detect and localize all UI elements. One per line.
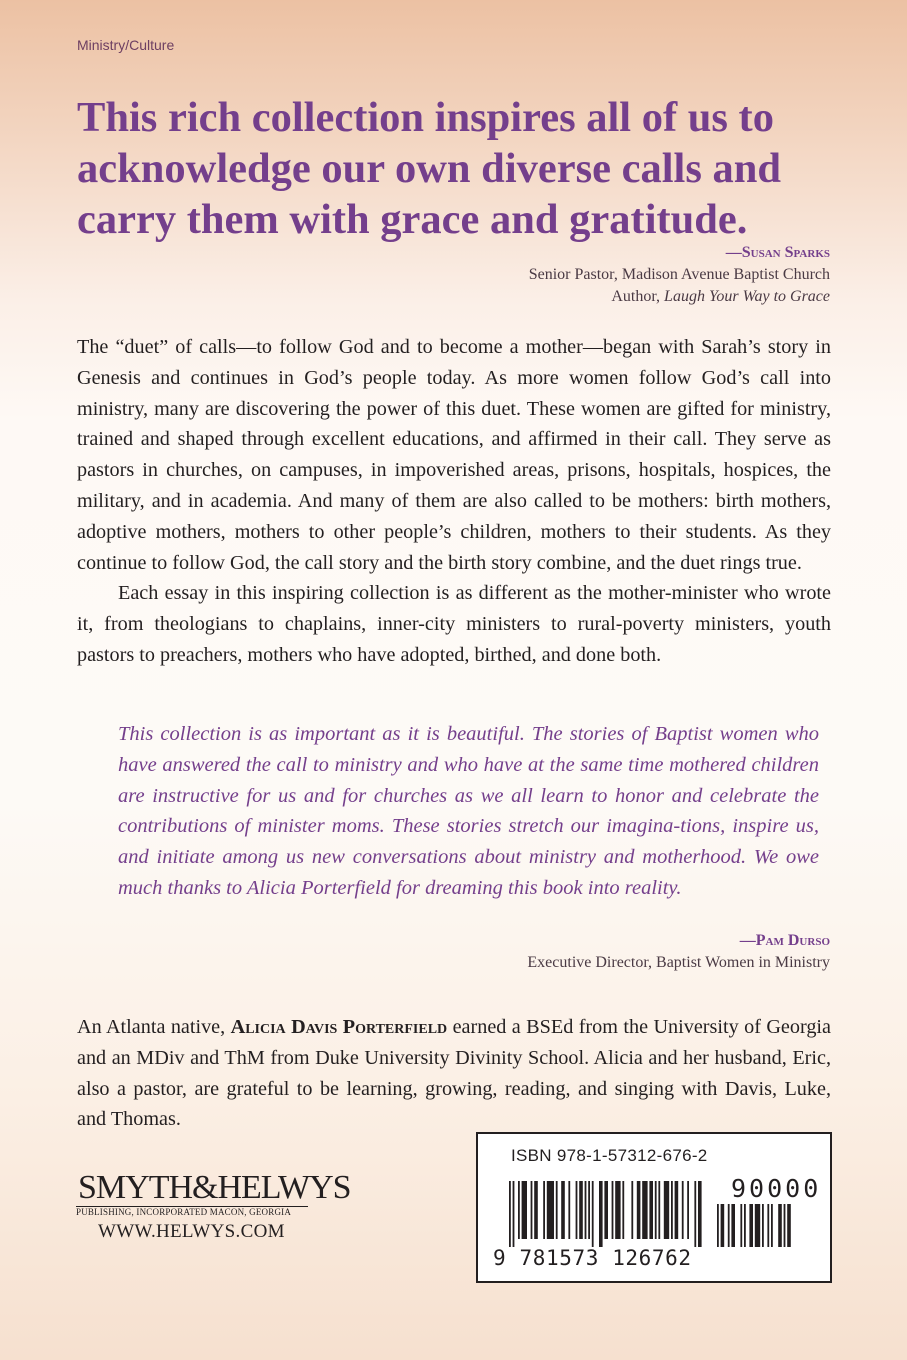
barcode-bar: [531, 1181, 533, 1239]
barcode-bar: [649, 1181, 653, 1239]
barcode-bar: [522, 1181, 527, 1239]
publisher-logo: [72, 1169, 351, 1244]
headline-quote: This rich collection inspires all of us to acknowledge our own diverse calls and carry them with grace and gratitude.: [77, 94, 782, 243]
endorser-book-title: Laugh Your Way to Grace: [664, 288, 830, 305]
barcode-bar: [675, 1181, 679, 1239]
addon-barcode-bars: [717, 1204, 817, 1247]
barcode-bar: [518, 1181, 520, 1239]
endorser-book-line: [529, 286, 830, 308]
barcode-bar: [755, 1204, 760, 1247]
barcode-bar: [728, 1204, 730, 1247]
publisher-name: SMYTH&HELWYS: [78, 1169, 351, 1206]
barcode-bar: [687, 1181, 689, 1239]
barcode-bar: [547, 1181, 554, 1239]
author-name: Alicia Davis Porterfield: [230, 1016, 448, 1038]
price-code: 90000: [731, 1174, 822, 1203]
barcode-bars: [509, 1181, 705, 1247]
author-bio: [77, 1012, 831, 1135]
publisher-subline: PUBLISHING, INCORPORATED MACON, GEORGIA: [76, 1206, 308, 1218]
barcode-bar: [787, 1204, 791, 1247]
endorser-dash: —: [725, 244, 742, 261]
barcode-bar: [599, 1181, 603, 1247]
endorsement-susan-sparks: [529, 242, 830, 308]
barcode-bar: [585, 1181, 587, 1239]
barcode-bar: [637, 1181, 641, 1239]
description-paragraph-2: Each essay in this inspiring collection is as different as the mother-minister who wrote it, from theologians to chaplains, inner-city ministers to rural-poverty ministers, youth pastors to preachers, mothers who have adopted, birthed, and done both.: [77, 582, 831, 666]
barcode-bar: [767, 1204, 769, 1247]
barcode-bar: [615, 1181, 620, 1239]
barcode-bar: [778, 1204, 782, 1247]
barcode-bar: [513, 1181, 515, 1247]
barcode-bar: [543, 1181, 545, 1239]
endorser-name-text: Susan Sparks: [741, 244, 830, 261]
barcode-bar: [642, 1181, 647, 1239]
barcode-bar: [612, 1181, 614, 1239]
endorsement-pam-durso: [527, 930, 830, 974]
barcode-bar: [717, 1204, 719, 1247]
barcode-bar: [579, 1181, 583, 1239]
endorser-title: Executive Director, Baptist Women in Ministry: [527, 954, 830, 971]
isbn-label: ISBN 978-1-57312-676-2: [511, 1146, 708, 1165]
description-paragraph-1: The “duet” of calls—to follow God and to become a mother—began with Sarah’s story in Genesis and continues in God’s people today. As more women follow God’s call into ministry, many are discovering the power of this duet. These women are gifted for ministry, trained and shaped through excellent educations, and affirmed in their call. They serve as pastors in churches, on campuses, in impoverished areas, prisons, hospitals, hospices, the military, and in academia. And many of them are also called to be mothers: birth mothers, adoptive mothers, mothers to other people’s children, mothers to their students. As they continue to follow God, the call story and the birth story combine, and the duet rings true.: [77, 336, 831, 574]
barcode-bar: [740, 1204, 742, 1247]
category-label: Ministry/Culture: [77, 37, 175, 53]
ean-digits: 9 781573 126762: [493, 1246, 692, 1270]
barcode-bar: [509, 1181, 511, 1247]
author-bio-prefix: An Atlanta native,: [77, 1016, 231, 1038]
barcode-bar: [592, 1181, 594, 1247]
barcode-bar: [698, 1181, 702, 1247]
barcode-bar: [744, 1204, 746, 1247]
barcode-bar: [762, 1204, 764, 1247]
barcode-bar: [655, 1181, 657, 1239]
endorser-name: [527, 930, 830, 952]
barcode-bar: [568, 1181, 570, 1239]
endorser-name: [529, 242, 830, 264]
barcode-bar: [671, 1181, 673, 1239]
barcode-bar: [771, 1204, 773, 1247]
barcode-bar: [682, 1181, 684, 1239]
endorsement-quote: This collection is as important as it is beautiful. The stories of Baptist women who have answered the call to ministry and who have at the same time mothered children are instructive for us and for churches as we all learn to honor and celebrate the contributions of minister moms. These stories stretch our imagina-tions, inspire us, and initiate among us new conversations about ministry and motherhood. We owe much thanks to Alicia Porterfield for dreaming this book into reality.: [118, 723, 819, 899]
barcode-bar: [731, 1204, 735, 1247]
endorser-book-prefix: Author,: [611, 288, 665, 305]
endorser-dash: —: [739, 932, 756, 949]
barcode-bar: [604, 1181, 608, 1239]
barcode-bar: [784, 1204, 786, 1247]
barcode-bar: [622, 1181, 624, 1239]
barcode-bar: [588, 1181, 590, 1239]
barcode-bar: [534, 1181, 538, 1239]
barcode-bar: [694, 1181, 696, 1247]
description: [77, 332, 831, 671]
barcode-bar: [721, 1204, 725, 1247]
barcode-bar: [664, 1181, 669, 1239]
barcode-bar: [631, 1181, 633, 1239]
barcode-bar: [561, 1181, 565, 1239]
author-bio-text: earned a BSEd from the University of Georgia and an MDiv and ThM from Duke University Divinity School. Alicia and her husband, Eric, also a pastor, are grateful to be learning, growing, reading, and singing with Davis, Luke, and Thomas.: [77, 1016, 831, 1131]
barcode-bar: [576, 1181, 578, 1239]
barcode-box: [476, 1132, 832, 1283]
endorser-name-text: Pam Durso: [755, 932, 830, 949]
endorser-title: Senior Pastor, Madison Avenue Baptist Church: [528, 266, 830, 283]
barcode-bar: [658, 1181, 660, 1239]
barcode-bar: [556, 1181, 558, 1239]
publisher-url: WWW.HELWYS.COM: [98, 1221, 285, 1242]
barcode-bar: [749, 1204, 753, 1247]
